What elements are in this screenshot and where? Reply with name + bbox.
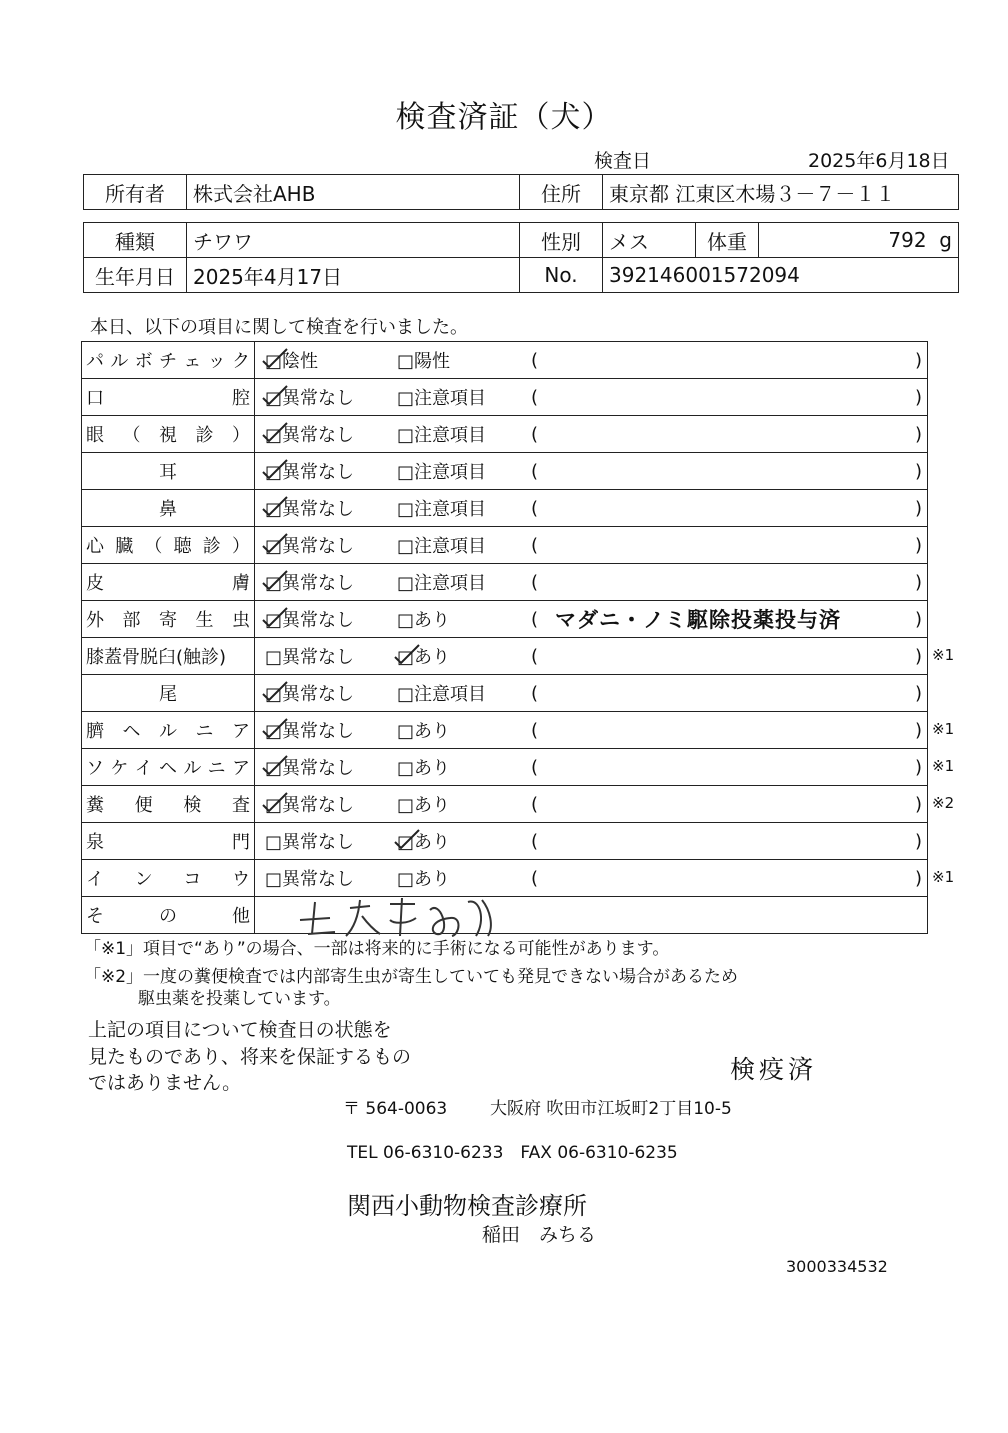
- check-row: [82, 638, 928, 675]
- check-item-text: イ ン コ ウ: [86, 869, 250, 890]
- check-item-label: [82, 786, 255, 823]
- weight-label: 体重: [696, 223, 759, 258]
- check-row: [82, 490, 928, 527]
- check-row: [82, 712, 928, 749]
- check-item-body: [255, 490, 928, 527]
- intro-text: 本日、以下の項目に関して検査を行いました。: [90, 317, 468, 338]
- paren-close: ): [915, 608, 923, 630]
- checkmark-icon: [261, 384, 289, 406]
- check-option-2: □あり: [397, 869, 451, 890]
- check-item-label: [82, 564, 255, 601]
- clinic-name: 関西小動物検査診療所: [347, 1192, 587, 1220]
- breed-label: 種類: [84, 223, 187, 258]
- paren-close: ): [915, 349, 923, 371]
- check-item-label: [82, 860, 255, 897]
- check-item-text: ソ ケ イ ヘ ル ニ ア: [86, 758, 250, 779]
- check-item-label: [82, 490, 255, 527]
- check-row: [82, 860, 928, 897]
- sex-value: メス: [603, 223, 696, 258]
- check-row: [82, 453, 928, 490]
- checkmark-icon: [261, 569, 289, 591]
- check-item-label: [82, 749, 255, 786]
- check-option-1: □異常なし: [265, 499, 355, 520]
- check-item-label: [82, 416, 255, 453]
- check-option-1: □異常なし: [265, 536, 355, 557]
- check-row: [82, 379, 928, 416]
- check-option-2: □あり: [397, 610, 451, 631]
- check-note: マダニ・ノミ駆除投薬投与済: [555, 608, 841, 632]
- check-item-label: [82, 453, 255, 490]
- checkmark-icon: [393, 828, 421, 850]
- check-option-2: □陽性: [397, 351, 451, 372]
- owner-value: 株式会社AHB: [187, 175, 520, 210]
- check-item-text: 臍 ヘ ル ニ ア: [86, 721, 250, 742]
- check-item-label: [82, 527, 255, 564]
- tel-fax: TEL 06-6310-6233 FAX 06-6310-6235: [347, 1143, 678, 1163]
- check-option-1: □陰性: [265, 351, 319, 372]
- check-option-1: □異常なし: [265, 869, 355, 890]
- check-option-2: □あり: [397, 795, 451, 816]
- check-option-2: □あり: [397, 721, 451, 742]
- check-item-body: [255, 638, 928, 675]
- check-option-2: □注意項目: [397, 499, 487, 520]
- check-item-text: 鼻: [159, 499, 177, 520]
- dog-table: [83, 222, 959, 293]
- paren-close: ): [915, 756, 923, 778]
- check-option-1: □異常なし: [265, 795, 355, 816]
- check-option-1: □異常なし: [265, 758, 355, 779]
- owner-table: [83, 174, 959, 210]
- check-row: [82, 416, 928, 453]
- check-item-label: [82, 342, 255, 379]
- check-option-2: □注意項目: [397, 684, 487, 705]
- footnote-marker: ※1: [932, 757, 955, 775]
- paren-close: ): [915, 571, 923, 593]
- quarantine-seal: 検疫済: [730, 1055, 818, 1084]
- paren-open: (: [531, 756, 539, 778]
- checkmark-icon: [261, 606, 289, 628]
- check-item-text: 泉 門: [86, 832, 250, 853]
- paren-close: ): [915, 460, 923, 482]
- paren-open: (: [531, 719, 539, 741]
- weight-unit: g: [939, 228, 952, 252]
- checkmark-icon: [393, 643, 421, 665]
- check-option-2: □注意項目: [397, 462, 487, 483]
- breed-value: チワワ: [187, 223, 520, 258]
- exam-date-label: 検査日: [594, 150, 652, 172]
- check-item-text: 眼 （ 視 診 ）: [86, 425, 250, 446]
- birth-value: 2025年4月17日: [187, 258, 520, 293]
- paren-close: ): [915, 423, 923, 445]
- check-item-text: 外 部 寄 生 虫: [86, 610, 250, 631]
- checkmark-icon: [261, 495, 289, 517]
- paren-close: ): [915, 867, 923, 889]
- check-row: [82, 564, 928, 601]
- exam-date: 2025年6月18日: [808, 150, 950, 172]
- paren-open: (: [531, 793, 539, 815]
- paren-open: (: [531, 830, 539, 852]
- paren-open: (: [531, 645, 539, 667]
- check-item-label: [82, 712, 255, 749]
- paren-open: (: [531, 682, 539, 704]
- check-option-1: □異常なし: [265, 462, 355, 483]
- check-row: [82, 675, 928, 712]
- check-option-1: □異常なし: [265, 573, 355, 594]
- paren-close: ): [915, 497, 923, 519]
- paren-open: (: [531, 571, 539, 593]
- paren-close: ): [915, 719, 923, 741]
- check-item-text: 耳: [159, 462, 177, 483]
- check-option-2: □あり: [397, 647, 451, 668]
- check-row: [82, 786, 928, 823]
- weight-value: 792: [888, 228, 927, 252]
- check-item-body: [255, 786, 928, 823]
- doctor-name: 稲田 みちる: [482, 1224, 597, 1246]
- check-option-1: □異常なし: [265, 425, 355, 446]
- check-item-body: [255, 675, 928, 712]
- check-option-1: □異常なし: [265, 647, 355, 668]
- check-item-text: 心 臓 （ 聴 診 ）: [86, 536, 250, 557]
- checkmark-icon: [261, 347, 289, 369]
- serial-number: 3000334532: [786, 1257, 888, 1276]
- guarantee-line-2: 見たものであり、将来を保証するもの: [88, 1046, 412, 1068]
- checkmark-icon: [261, 458, 289, 480]
- check-item-label: [82, 601, 255, 638]
- paren-open: (: [531, 867, 539, 889]
- check-item-body: [255, 453, 928, 490]
- check-option-2: □注意項目: [397, 573, 487, 594]
- check-item-label: [82, 379, 255, 416]
- check-option-2: □注意項目: [397, 536, 487, 557]
- paren-open: (: [531, 497, 539, 519]
- guarantee-line-1: 上記の項目について検査日の状態を: [88, 1019, 392, 1041]
- checkmark-icon: [261, 680, 289, 702]
- check-item-body: [255, 712, 928, 749]
- birth-label: 生年月日: [84, 258, 187, 293]
- address-label: 住所: [520, 175, 603, 210]
- check-item-body: [255, 749, 928, 786]
- paren-open: (: [531, 423, 539, 445]
- no-value: 392146001572094: [603, 258, 959, 293]
- check-item-text: 口 腔: [86, 388, 250, 409]
- paren-open: (: [531, 386, 539, 408]
- paren-open: (: [531, 349, 539, 371]
- check-item-body: [255, 601, 928, 638]
- check-item-text: 皮 膚: [86, 573, 250, 594]
- check-option-1: □異常なし: [265, 832, 355, 853]
- check-item-label: [82, 823, 255, 860]
- check-item-body: [255, 379, 928, 416]
- paren-open: (: [531, 460, 539, 482]
- weight-cell: [759, 223, 959, 258]
- address-value: 東京都 江東区木場３－７－１１: [603, 175, 959, 210]
- paren-open: (: [531, 534, 539, 556]
- owner-label: 所有者: [84, 175, 187, 210]
- checkmark-icon: [261, 532, 289, 554]
- check-item-text: 糞 便 検 査: [86, 795, 250, 816]
- checkmark-icon: [261, 754, 289, 776]
- check-option-1: □異常なし: [265, 684, 355, 705]
- checkmark-icon: [261, 717, 289, 739]
- check-row: [82, 527, 928, 564]
- checkmark-icon: [261, 421, 289, 443]
- check-row: [82, 823, 928, 860]
- footnote-marker: ※1: [932, 720, 955, 738]
- document-title: 検査済証（犬）: [395, 100, 613, 135]
- check-row: [82, 749, 928, 786]
- check-option-2: □あり: [397, 758, 451, 779]
- guarantee-line-3: ではありません。: [88, 1072, 242, 1094]
- check-item-label: [82, 638, 255, 675]
- paren-close: ): [915, 534, 923, 556]
- sex-label: 性別: [520, 223, 603, 258]
- check-option-1: □異常なし: [265, 721, 355, 742]
- paren-close: ): [915, 645, 923, 667]
- paren-close: ): [915, 793, 923, 815]
- checkmark-icon: [261, 791, 289, 813]
- check-row: [82, 601, 928, 638]
- check-item-body: [255, 564, 928, 601]
- footnote-1: 「※1」項目で“あり”の場合、一部は将来的に手術になる可能性があります。: [84, 939, 670, 959]
- check-option-1: □異常なし: [265, 388, 355, 409]
- footnote-2: 「※2」一度の糞便検査では内部寄生虫が寄生していても発見できない場合があるため: [84, 967, 739, 987]
- check-item-body: [255, 527, 928, 564]
- no-label: No.: [520, 258, 603, 293]
- check-item-body: [255, 823, 928, 860]
- check-row: [82, 342, 928, 379]
- checks-table: [81, 341, 928, 934]
- check-item-body: [255, 342, 928, 379]
- check-option-1: □異常なし: [265, 610, 355, 631]
- footnote-marker: ※2: [932, 794, 955, 812]
- other-label: そ の 他: [86, 906, 250, 927]
- check-item-label: [82, 675, 255, 712]
- check-item-text: 膝蓋骨脱臼(触診): [86, 647, 227, 668]
- paren-close: ): [915, 386, 923, 408]
- paren-open: (: [531, 608, 539, 630]
- footnote-2-cont: 駆虫薬を投薬しています。: [138, 989, 341, 1009]
- check-option-2: □注意項目: [397, 388, 487, 409]
- footnote-marker: ※1: [932, 868, 955, 886]
- check-item-body: [255, 416, 928, 453]
- postal-code: 〒 564-0063: [343, 1099, 448, 1119]
- check-option-2: □あり: [397, 832, 451, 853]
- paren-close: ): [915, 682, 923, 704]
- check-option-2: □注意項目: [397, 425, 487, 446]
- clinic-address: 大阪府 吹田市江坂町2丁目10-5: [490, 1099, 732, 1119]
- paren-close: ): [915, 830, 923, 852]
- check-row-other: [82, 897, 928, 934]
- footnote-marker: ※1: [932, 646, 955, 664]
- check-item-text: 尾: [159, 684, 177, 705]
- check-item-text: パ ル ボ チ ェ ッ ク: [86, 351, 250, 372]
